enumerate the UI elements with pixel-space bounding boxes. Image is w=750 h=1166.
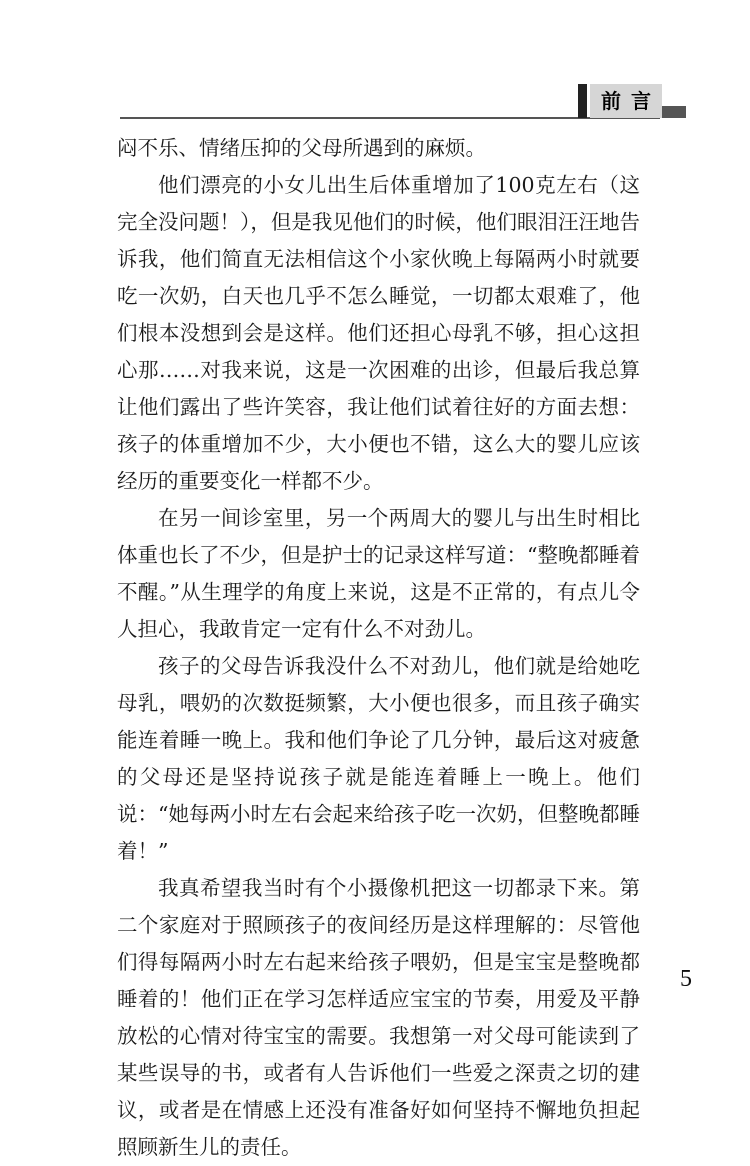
header-tab-bar [578, 84, 587, 118]
paragraph: 孩子的父母告诉我没什么不对劲儿，他们就是给她吃母乳，喂奶的次数挺频繁，大小便也很多，而且孩子确实能连着睡一晚上。我和他们争论了几分钟，最后这对疲惫的父母还是坚持说孩子就是能连着睡上一晚上。他们说：“她每两小时左右会起来给孩子吃一次奶，但整晚都睡着！” [117, 654, 640, 863]
paragraph: 闷不乐、情绪压抑的父母所遇到的麻烦。 [117, 136, 486, 160]
header-tab-shadow [662, 106, 686, 118]
page-number: 5 [680, 966, 692, 992]
paragraph: 我真希望我当时有个小摄像机把这一切都录下来。第二个家庭对于照顾孩子的夜间经历是这样理解的：尽管他们得每隔两小时左右起来给孩子喂奶，但是宝宝是整晚都睡着的！他们正在学习怎样适应宝宝的节奏，用爱及平静放松的心情对待宝宝的需要。我想第一对父母可能读到了某些误导的书，或者有人告诉他们一些爱之深责之切的建议，或者是在情感上还没有准备好如何坚持不懈地负担起照顾新生儿的责任。 [117, 876, 640, 1159]
section-title: 前言 [601, 89, 661, 113]
paragraph: 在另一间诊室里，另一个两周大的婴儿与出生时相比体重也长了不少，但是护士的记录这样写道：“整晚都睡着不醒。”从生理学的角度上来说，这是不正常的，有点儿令人担心，我敢肯定一定有什么不对劲儿。 [117, 506, 640, 641]
paragraph: 他们漂亮的小女儿出生后体重增加了100克左右（这完全没问题！），但是我见他们的时候，他们眼泪汪汪地告诉我，他们简直无法相信这个小家伙晚上每隔两小时就要吃一次奶，白天也几乎不怎么睡觉，一切都太艰难了，他们根本没想到会是这样。他们还担心母乳不够，担心这担心那……对我来说，这是一次困难的出诊，但最后我总算让他们露出了些许笑容，我让他们试着往好的方面去想：孩子的体重增加不少，大小便也不错，这么大的婴儿应该经历的重要变化一样都不少。 [117, 173, 640, 493]
section-header-tab [578, 84, 686, 118]
body-text [117, 130, 640, 1166]
